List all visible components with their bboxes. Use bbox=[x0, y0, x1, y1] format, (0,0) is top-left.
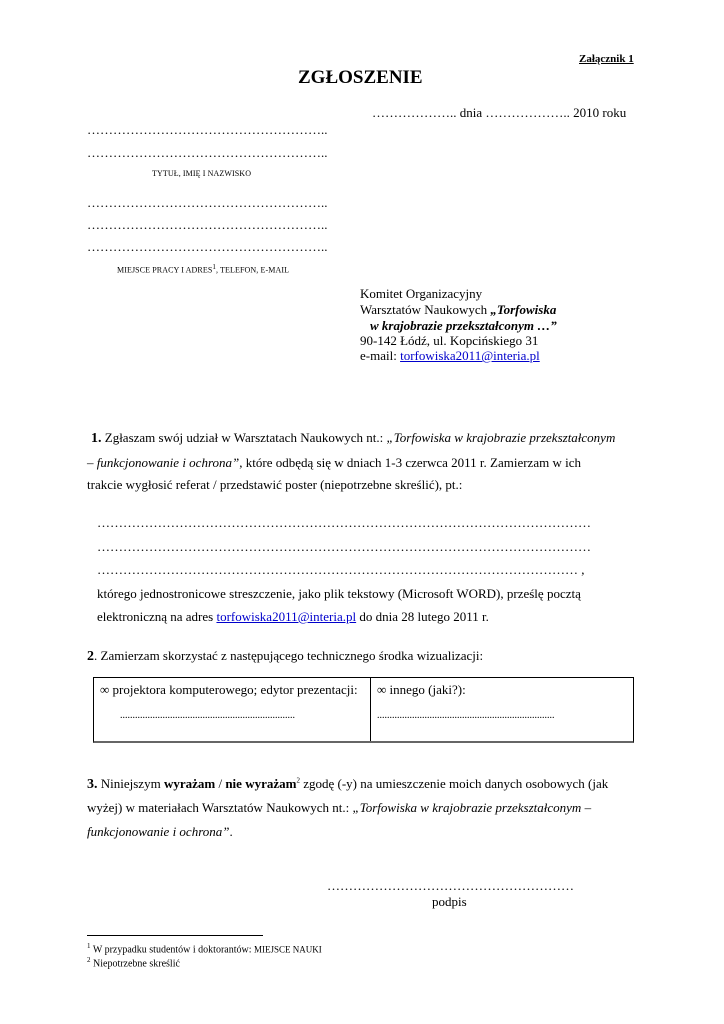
section-3-text-d: . bbox=[229, 824, 233, 839]
footnote-1-text: W przypadku studentów i doktorantów: bbox=[90, 944, 254, 956]
option-projector-cell[interactable] bbox=[94, 678, 371, 741]
signature-line: ………………………………………………… bbox=[327, 878, 574, 893]
workplace-label bbox=[117, 263, 289, 275]
section-3-text-c: wyżej) w materiałach Warsztatów Naukowych nt.: bbox=[87, 800, 353, 815]
section-2-number: 2 bbox=[87, 649, 94, 664]
page-title: ZGŁOSZENIE bbox=[298, 67, 423, 88]
footnote-1-emphasis: MIEJSCE NAUKI bbox=[254, 944, 322, 955]
annex-label: Załącznik 1 bbox=[579, 53, 634, 65]
section-1-line-4: którego jednostronicowe streszczenie, jako plik tekstowy (Microsoft WORD), prześlę pocztą bbox=[97, 586, 581, 601]
section-3-slash: / bbox=[215, 776, 226, 791]
section-3-line-1 bbox=[87, 776, 608, 793]
section-3-text-a: Niniejszym bbox=[97, 776, 164, 791]
option-other-label bbox=[377, 682, 466, 698]
footnote-ref-2: 2 bbox=[296, 776, 300, 785]
section-3-title-a: „Torfowiska w krajobrazie przekształconym – bbox=[352, 800, 592, 815]
recipient-line-2 bbox=[360, 302, 556, 318]
consent-option: wyrażam bbox=[163, 776, 216, 791]
sender-line-5: ……………………………………………….. bbox=[87, 239, 328, 254]
recipient-line-3-title: w krajobrazie przekształconym …” bbox=[370, 318, 557, 333]
workplace-label-text: MIEJSCE PRACY I ADRES bbox=[117, 265, 213, 275]
option-other-field[interactable]: ....................................................................... bbox=[377, 710, 555, 721]
sender-line-3: ……………………………………………….. bbox=[87, 195, 328, 210]
sender-line-1: ……………………………………………….. bbox=[87, 122, 328, 137]
recipient-line-2-text: Warsztatów Naukowych bbox=[360, 302, 491, 317]
option-projector-checkbox-icon[interactable]: ∞ bbox=[100, 682, 110, 697]
section-2-text: . Zamierzam skorzystać z następującego technicznego środka wizualizacji: bbox=[94, 648, 484, 663]
option-other-cell[interactable] bbox=[371, 678, 633, 741]
option-projector-label bbox=[100, 682, 358, 698]
sender-line-4: ……………………………………………….. bbox=[87, 217, 328, 232]
section-2-heading bbox=[87, 648, 483, 665]
section-3-text-b: zgodę (-y) na umieszczenie moich danych osobowych (jak bbox=[299, 776, 609, 791]
section-1-line-2 bbox=[87, 455, 581, 471]
visualization-table bbox=[93, 677, 634, 743]
section-1-text-b: , które odbędą się w dniach 1-3 czerwca 2011 r. Zamierzam w ich bbox=[239, 455, 581, 470]
section-1-text-a: Zgłaszam swój udział w Warsztatach Naukowych nt.: bbox=[101, 430, 387, 445]
footnote-ref-1: 1 bbox=[212, 263, 216, 271]
recipient-email-label: e-mail: bbox=[360, 348, 401, 363]
section-1-dots-1: …………………………………………………………………………………………………… bbox=[97, 515, 591, 530]
section-1-text-e: elektroniczną na adres bbox=[97, 609, 217, 624]
section-3-number: 3. bbox=[87, 777, 98, 792]
footnote-1 bbox=[87, 942, 322, 955]
recipient-email-line bbox=[360, 348, 540, 364]
section-1-dots-3: ………………………………………………………………………………………………… , bbox=[97, 562, 585, 577]
section-1-email-link[interactable]: torfowiska2011@interia.pl bbox=[216, 609, 357, 624]
recipient-line-2-title: „Torfowiska bbox=[490, 302, 557, 317]
recipient-email-link[interactable]: torfowiska2011@interia.pl bbox=[400, 348, 540, 363]
section-3-line-2 bbox=[87, 800, 591, 816]
workplace-label-rest: , TELEFON, E-MAIL bbox=[216, 265, 290, 275]
section-3-title-b: funkcjonowanie i ochrona” bbox=[87, 824, 230, 839]
option-projector-text: projektora komputerowego; edytor prezentacji: bbox=[109, 682, 358, 697]
section-1-line-5 bbox=[97, 609, 489, 625]
name-label: TYTUŁ, IMIĘ I NAZWISKO bbox=[152, 169, 252, 178]
footnote-2-text: Niepotrzebne skreślić bbox=[90, 958, 180, 970]
no-consent-option: nie wyrażam bbox=[225, 776, 297, 791]
option-other-checkbox-icon[interactable]: ∞ bbox=[377, 682, 387, 697]
footnote-2 bbox=[87, 956, 180, 969]
date-line: ……………….. dnia ……………….. 2010 roku bbox=[372, 105, 627, 120]
footnote-1-number: 1 bbox=[87, 942, 91, 950]
section-1-title-a: „Torfowiska w krajobrazie przekształconym bbox=[386, 430, 616, 445]
footnote-2-number: 2 bbox=[87, 956, 91, 964]
sender-line-2: ……………………………………………….. bbox=[87, 145, 328, 160]
section-1-text-f: do dnia 28 lutego 2011 r. bbox=[356, 609, 489, 624]
recipient-line-1: Komitet Organizacyjny bbox=[360, 286, 483, 301]
footnote-separator bbox=[87, 935, 263, 936]
section-1-line-3: trakcie wygłosić referat / przedstawić poster (niepotrzebne skreślić), pt.: bbox=[87, 477, 463, 492]
section-1-number: 1. bbox=[91, 431, 102, 446]
section-1-dots-2: …………………………………………………………………………………………………… bbox=[97, 539, 591, 554]
recipient-line-3 bbox=[370, 318, 557, 334]
signature-label: podpis bbox=[432, 894, 467, 909]
option-other-text: innego (jaki?): bbox=[386, 682, 466, 697]
option-projector-field[interactable]: ...................................................................... bbox=[120, 710, 295, 721]
section-3-line-3 bbox=[87, 824, 233, 840]
section-1-title-b: – funkcjonowanie i ochrona” bbox=[87, 455, 240, 470]
section-1-line-1 bbox=[91, 430, 615, 447]
recipient-address: 90-142 Łódź, ul. Kopcińskiego 31 bbox=[360, 333, 539, 348]
